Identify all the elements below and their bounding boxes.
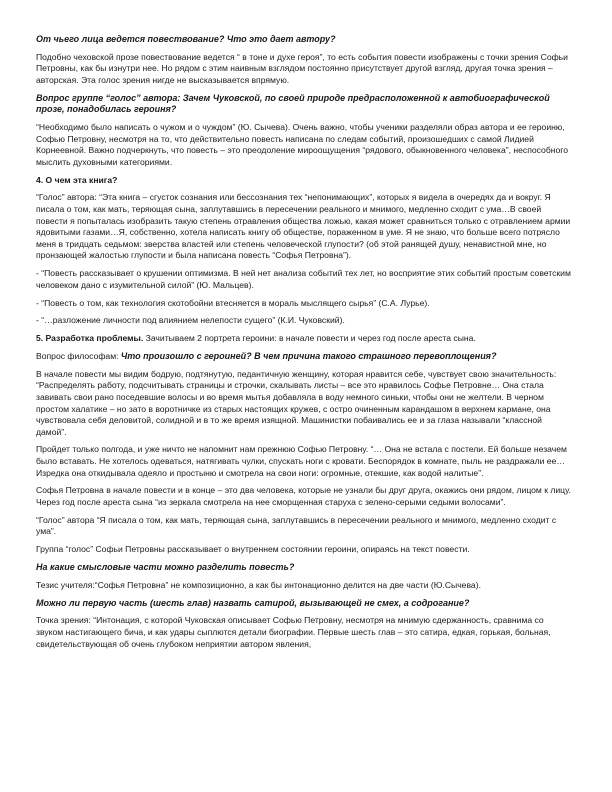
section-heading-4: 4. О чем эта книга?: [36, 174, 118, 185]
section-heading-5: 5. Разработка проблемы.: [36, 333, 144, 344]
paragraph: “Голос” автора “Я писала о том, как мать, теряющая сына, заплутавшись в пересечении реального и мнимого, медленно сходит с ума”.: [36, 514, 557, 537]
paragraph: Тезис учителя:“Софья Петровна” не композиционно, а как бы интонационно делится на две части (Ю.Сычева).: [36, 579, 481, 590]
paragraph: Пройдет только полгода, и уже ничто не напомнит нам прежнюю Софью Петровну. “… Она не встала с постели. Ей больше незачем было вставать. Не хотелось одеваться, натягивать чулки, спускать ноги с кровати. Беспорядок в комнате, пыль не раздражали ее… Изредка она откидывала одеяло и простыню и смотрела на свои ноги: огромные, отекшие, как водой налитые”.: [36, 444, 567, 478]
quote-item: - “Повесть рассказывает о крушении оптимизма. В ней нет анализа событий тех лет, но восприятие этих событий простым советским человеком дано с изумительной силой” (Ю. Мальцев).: [36, 268, 571, 290]
paragraph: “Необходимо было написать о чужом и о чуждом” (Ю. Сычева). Очень важно, чтобы ученики разделяли образ автора и ее героиню, Софью Петровну, несмотря на то, что действительно повесть написана по следам событий, произошедших с самой Лидией Корнеевной. Важно подчеркнуть, что повесть – это преодоление мироощущения “рядового, обыкновенного человека”, неспособного мыслить духовными категориями.: [36, 122, 569, 167]
paragraph: “Голос” автора: “Эта книга – сгусток сознания или бессознания тех “непонимающих”, которых я видела в очередях да и вокруг. Я писала о том, как мать, теряющая сына, заплутавшись в пересечении реального и мнимого, медленно сходит с ума…В своей повести я попыталась изобразить такую степень отравления общества ложью, какая может сравниться только с отравлением армии ядовитыми газами…Я, собственно, хотела написать книгу об обществе, пораженном в уме. Я не знаю, что больше всего потрясло меня в тридцать седьмом: зверства властей или степень человеческой глупости? (об этой ранящей душу, ненавистной мне, но пронзающей жалостью глупости и была написана повесть “Софья Петровна”).: [36, 192, 571, 261]
section-5-text: Зачитываем 2 портрета героини: в начале повести и через год после ареста сына.: [143, 333, 476, 344]
paragraph: Группа “голос” Софьи Петровны рассказывает о внутреннем состоянии героини, опираясь на текст повести.: [36, 544, 470, 555]
question-satire: Можно ли первую часть (шесть глав) назвать сатирой, вызывающей не смех, а содрогание?: [36, 597, 470, 608]
quote-item: - “Повесть о том, как технология скотобойни втесняется в мораль мыслящего сырья” (С.А. Лурье).: [36, 297, 430, 308]
question-narrator: От чьего лица ведется повествование? Что это дает автору?: [36, 34, 336, 44]
question-lead: Вопрос философам:: [36, 350, 121, 361]
section-5-paragraph: [36, 333, 572, 345]
quote-item: - “…разложение личности под влиянием нелепости сущего” (К.И. Чуковский).: [36, 315, 345, 326]
philosophers-question-paragraph: [36, 351, 572, 363]
paragraph: Подобно чеховской прозе повествование ведется “ в тоне и духе героя”, то есть события повести изображены с точки зрения Софьи Петровны, как бы изнутри нее. Но рядом с этим наивным взглядом постоянно присутствует другой взгляд, другая точка зрения – авторская. Эта голос зрения нигде не высказывается впрямую.: [36, 51, 568, 85]
paragraph: Софья Петровна в начале повести и в конце – это два человека, которые не узнали бы друг друга, окажись они рядом, лицом к лицу. Через год после ареста сына “из зеркала смотрела на нее сморщенная старуха с зелено-серыми седыми волосами”.: [36, 485, 571, 508]
paragraph: Точка зрения: “Интонация, с которой Чуковская описывает Софью Петровну, несмотря на мнимую сдержанность, сравнима со звуком настигающего бича, и как удары сыплются детали биографии. Первые шесть глав – это сатира, едкая, горькая, больная, свидетельствующая об очень глубоком неприятии автором явления,: [36, 615, 551, 649]
paragraph: В начале повести мы видим бодрую, подтянутую, педантичную женщину, которая нравится себе, чувствует свою значительность: “Распределять работу, подсчитывать страницы и строчки, скалывать листы – все это нравилось Софье Петровне… Она стала завивать свои рано поседевшие волосы и во время мытья добавляла в воду немного синьки, чтобы они не желтели. В черном простом халатике – но зато в воротничке из старых настоящих кружев, с остро очиненным карандашом в верхнем кармане, она чувствовала себя деловитой, солидной и в то же время изящной. Машинистки побаивались ее и за глаза называли “классной дамой”.: [36, 368, 557, 437]
question-author-voice: Вопрос группе “голос” автора: Зачем Чуковской, по своей природе предрасположенной к автобиографической прозе, понадобилась героиня?: [36, 92, 550, 115]
question-parts: На какие смысловые части можно разделить повесть?: [36, 561, 295, 572]
question-heroine: Что произошло с героиней? В чем причина такого страшного перевоплощения?: [120, 350, 497, 361]
